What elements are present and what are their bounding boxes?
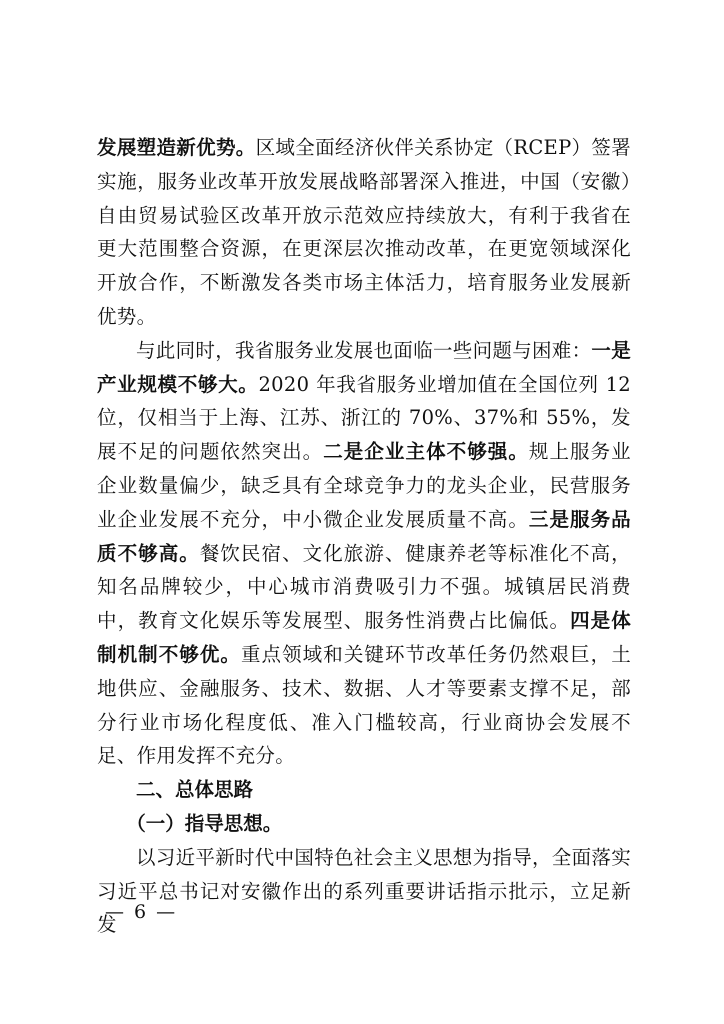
page-number: — 6 — (105, 901, 178, 923)
bold-lead: 发展塑造新优势。 (97, 136, 256, 159)
problems-intro: 与此同时，我省服务业发展也面临一些问题与困难： (136, 338, 592, 362)
problem-3-text: 餐饮民宿、文化旅游、健康养老等标准化不高，知名品牌较少，中心城市消费吸引力不强。城镇居民消费中，教育文化娱乐等发展型、服务性消费占比偏低。 (97, 541, 631, 633)
paragraph-opportunity (97, 131, 631, 334)
problem-1-text: 2020 年我省服务业增加值在全国位列 12 位，仅相当于上海、江苏、浙江的 70%、37%和 55%，发展不足的问题依然突出。 (97, 372, 631, 464)
paragraph-guiding-thought: 以习近平新时代中国特色社会主义思想为指导，全面落实习近平总书记对安徽作出的系列重要讲话指示批示，立足新发 (97, 845, 632, 937)
document-page (97, 131, 631, 942)
problem-4-heading: 四是体制机制不够优。 (97, 609, 631, 666)
problem-3-heading: 三是服务品质不够高。 (97, 507, 631, 565)
section-heading: 二、总体思路 (136, 778, 254, 802)
subsection-heading: （一）指导思想。 (126, 811, 283, 835)
problem-2-text: 规上服务业企业数量偏少，缺乏具有全球竞争力的龙头企业，民营服务业企业发展不充分，中小微企业发展质量不高。 (97, 440, 631, 531)
paragraph-text: 区域全面经济伙伴关系协定（RCEP）签署实施，服务业改革开放发展战略部署深入推进，中国（安徽）自由贸易试验区改革开放示范效应持续放大，有利于我省在更大范围整合资源，在更深层次推动改革，在更宽领域深化开放合作，不断激发各类市场主体活力，培育服务业发展新优势。 (97, 136, 631, 328)
problem-1-heading: 一是产业规模不够大。 (97, 338, 632, 396)
paragraph-problems (97, 334, 631, 773)
problem-2-heading: 二是企业主体不够强。 (323, 440, 529, 464)
problem-4-text: 重点领域和关键环节改革任务仍然艰巨，土地供应、金融服务、技术、数据、人才等要素支撑不足，部分行业市场化程度低、准入门槛较高，行业商协会发展不足、作用发挥不充分。 (97, 642, 631, 768)
